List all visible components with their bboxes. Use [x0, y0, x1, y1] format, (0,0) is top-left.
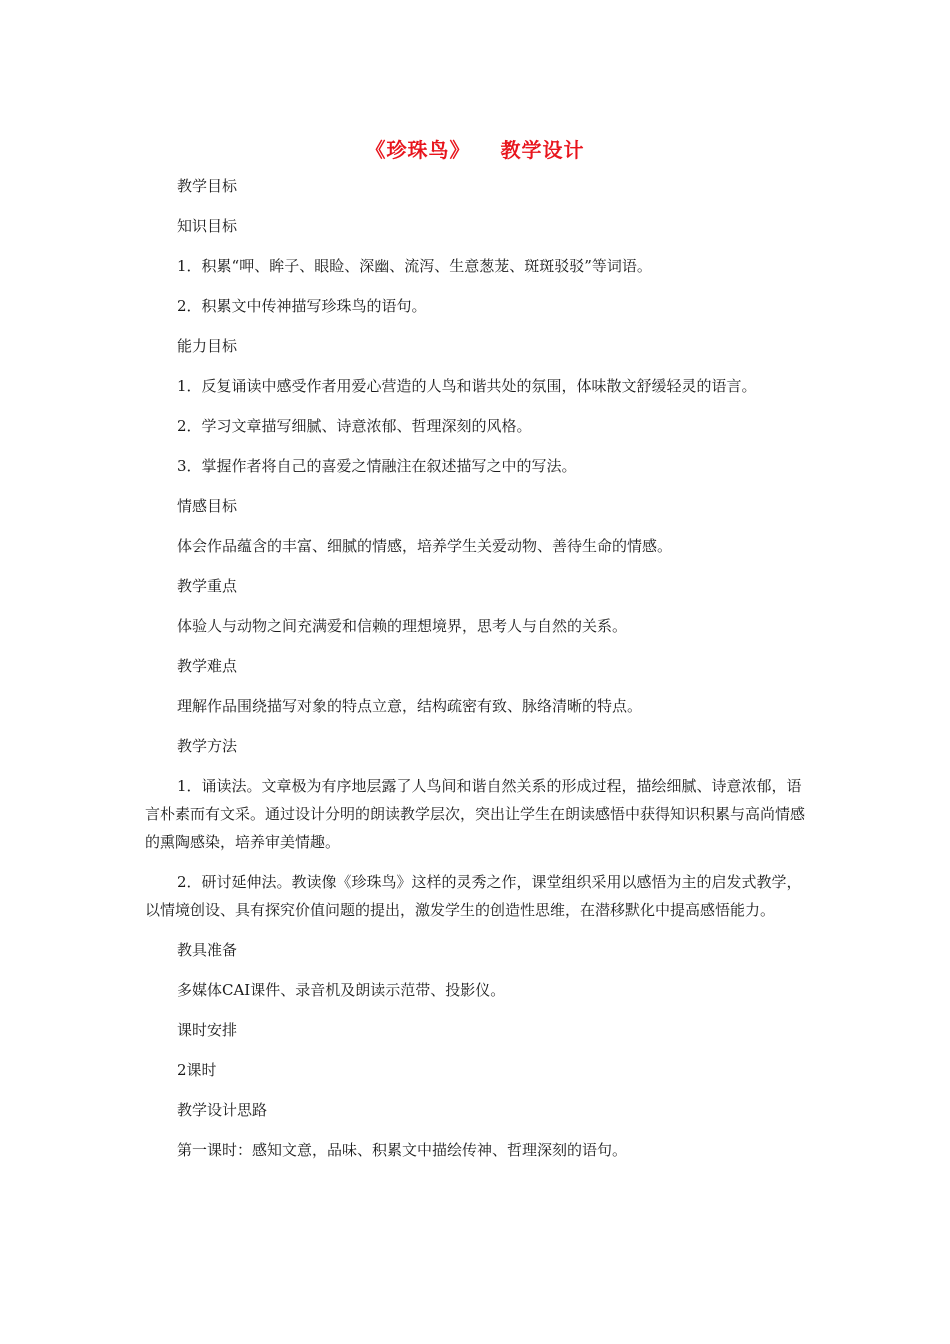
method-2-text: 2．研讨延伸法。教读像《珍珠鸟》这样的灵秀之作，课堂组织采用以感悟为主的启发式教学，以情境创设、具有探究价值问题的提出，激发学生的创造性思维，在潜移默化中提高感悟能力。 [145, 873, 802, 919]
heading-teaching-goals: 教学目标 [177, 177, 238, 195]
heading-ability-goals: 能力目标 [177, 337, 238, 355]
teaching-aids-text: 多媒体CAI课件、录音机及朗读示范带、投影仪。 [177, 981, 506, 999]
design-ideas-lesson-1: 第一课时：感知文意，品味、积累文中描绘传神、哲理深刻的语句。 [177, 1141, 628, 1159]
heading-schedule: 课时安排 [177, 1021, 238, 1039]
title-book-name: 《珍珠鸟》 [365, 138, 471, 162]
heading-key-points: 教学重点 [177, 577, 238, 595]
heading-design-ideas: 教学设计思路 [177, 1101, 268, 1119]
document-body [145, 172, 815, 1176]
ability-goal-1: 1．反复诵读中感受作者用爱心营造的人鸟和谐共处的氛围，体味散文舒缓轻灵的语言。 [177, 377, 757, 395]
ability-goal-2: 2．学习文章描写细腻、诗意浓郁、哲理深刻的风格。 [177, 417, 532, 435]
heading-difficult-points: 教学难点 [177, 657, 238, 675]
knowledge-goal-1: 1．积累“呷、眸子、眼睑、深幽、流泻、生意葱茏、斑斑驳驳”等词语。 [177, 257, 652, 275]
knowledge-goal-2: 2．积累文中传神描写珍珠鸟的语句。 [177, 297, 427, 315]
method-1-text: 1．诵读法。文章极为有序地层露了人鸟间和谐自然关系的形成过程，描绘细腻、诗意浓郁，语言朴素而有文采。通过设计分明的朗读教学层次，突出让学生在朗读感悟中获得知识积累与高尚情感的熏陶感染，培养审美情趣。 [145, 777, 806, 851]
document-title [0, 134, 950, 163]
ability-goal-3: 3．掌握作者将自己的喜爱之情融注在叙述描写之中的写法。 [177, 457, 577, 475]
heading-emotion-goals: 情感目标 [177, 497, 238, 515]
title-subtitle: 教学设计 [500, 138, 585, 162]
emotion-goal: 体会作品蕴含的丰富、细腻的情感，培养学生关爱动物、善待生命的情感。 [177, 537, 673, 555]
key-points-text: 体验人与动物之间充满爱和信赖的理想境界，思考人与自然的关系。 [177, 617, 628, 635]
schedule-text: 2课时 [177, 1061, 217, 1079]
heading-teaching-aids: 教具准备 [177, 941, 238, 959]
heading-teaching-methods: 教学方法 [177, 737, 238, 755]
difficult-points-text: 理解作品围绕描写对象的特点立意，结构疏密有致、脉络清晰的特点。 [177, 697, 643, 715]
heading-knowledge-goals: 知识目标 [177, 217, 238, 235]
